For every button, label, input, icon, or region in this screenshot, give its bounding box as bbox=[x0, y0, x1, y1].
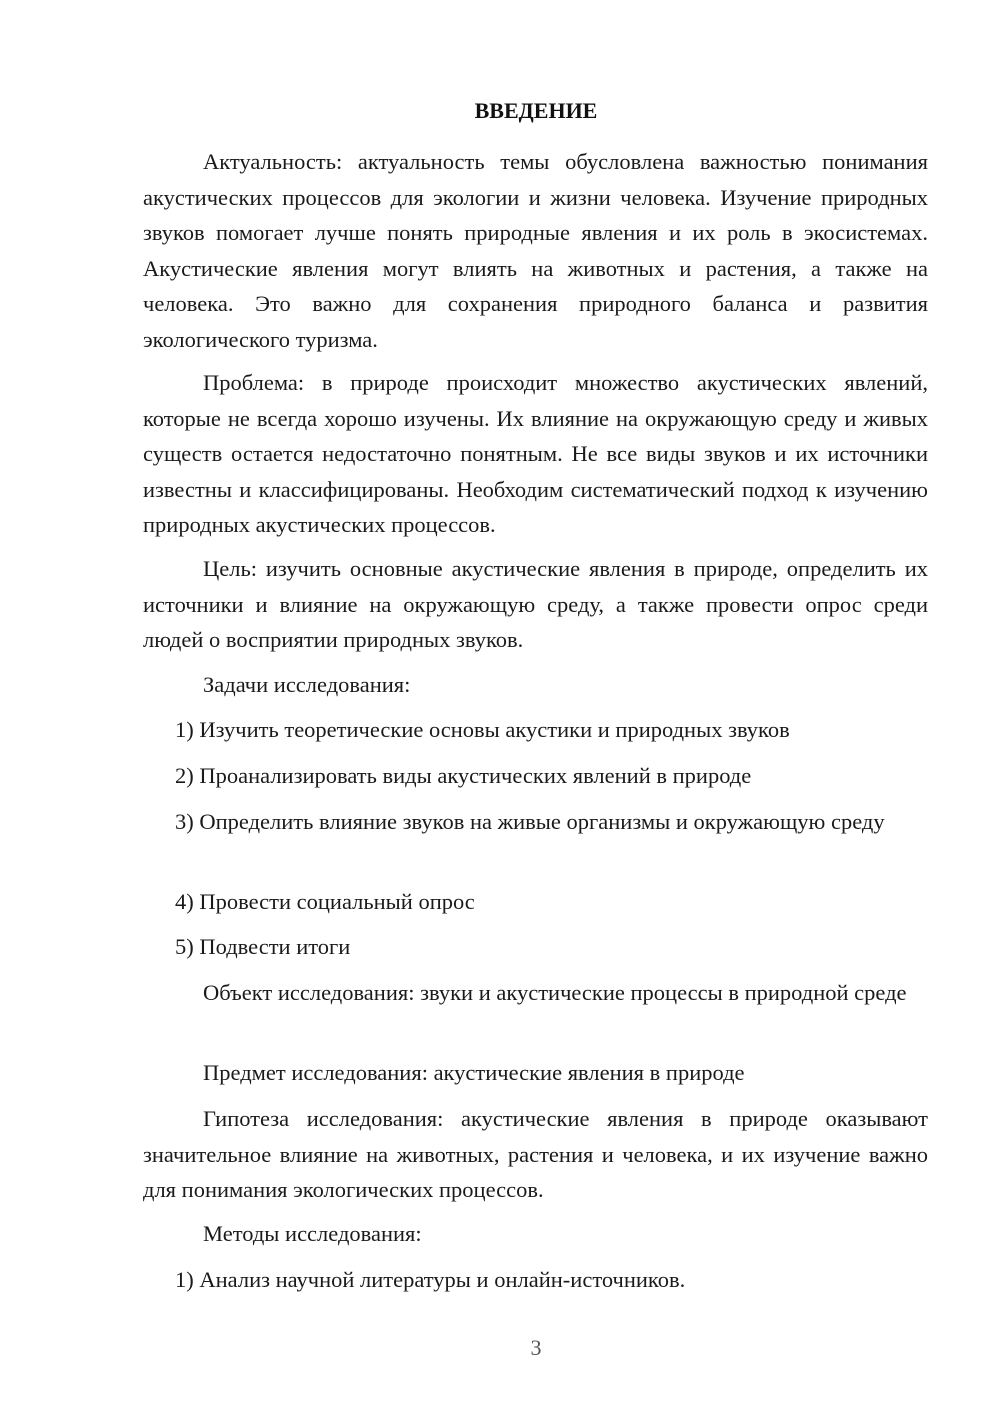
task-item-3: 3) Определить влияние звуков на живые организмы и окружающую среду bbox=[175, 809, 885, 834]
page-number: 3 bbox=[530, 1335, 542, 1360]
relevance-paragraph: Актуальность: актуальность темы обусловлена важностью понимания акустических процессов для экологии и жизни человека. Изучение природных звуков помогает лучше понять природные явления и их роль в экосистемах. Акустические явления могут влиять на животных и растения, а также на человека. Это важно для сохранения природного баланса и развития экологического туризма. bbox=[143, 149, 928, 352]
problem-paragraph: Проблема: в природе происходит множество акустических явлений, которые не всегда хорошо изучены. Их влияние на окружающую среду и живых существ остается недостаточно понятным. Не все виды звуков и их источники известны и классифицированы. Необходим систематический подход к изучению природных акустических процессов. bbox=[143, 370, 928, 537]
task-item-1: 1) Изучить теоретические основы акустики и природных звуков bbox=[175, 717, 790, 742]
task-item-5: 5) Подвести итоги bbox=[175, 934, 351, 959]
tasks-heading: Задачи исследования: bbox=[203, 672, 411, 697]
goal-paragraph: Цель: изучить основные акустические явления в природе, определить их источники и влияние на окружающую среду, а также провести опрос среди людей о восприятии природных звуков. bbox=[143, 556, 928, 652]
object-paragraph: Объект исследования: звуки и акустические процессы в природной среде bbox=[203, 980, 907, 1005]
page-title: ВВЕДЕНИЕ bbox=[474, 98, 598, 123]
task-item-2: 2) Проанализировать виды акустических явлений в природе bbox=[175, 763, 752, 788]
task-item-4: 4) Провести социальный опрос bbox=[175, 889, 475, 914]
subject-paragraph: Предмет исследования: акустические явления в природе bbox=[203, 1060, 745, 1085]
methods-heading: Методы исследования: bbox=[203, 1221, 422, 1246]
method-item-1: 1) Анализ научной литературы и онлайн-источников. bbox=[175, 1267, 686, 1292]
hypothesis-paragraph: Гипотеза исследования: акустические явления в природе оказывают значительное влияние на животных, растения и человека, и их изучение важно для понимания экологических процессов. bbox=[143, 1106, 928, 1202]
